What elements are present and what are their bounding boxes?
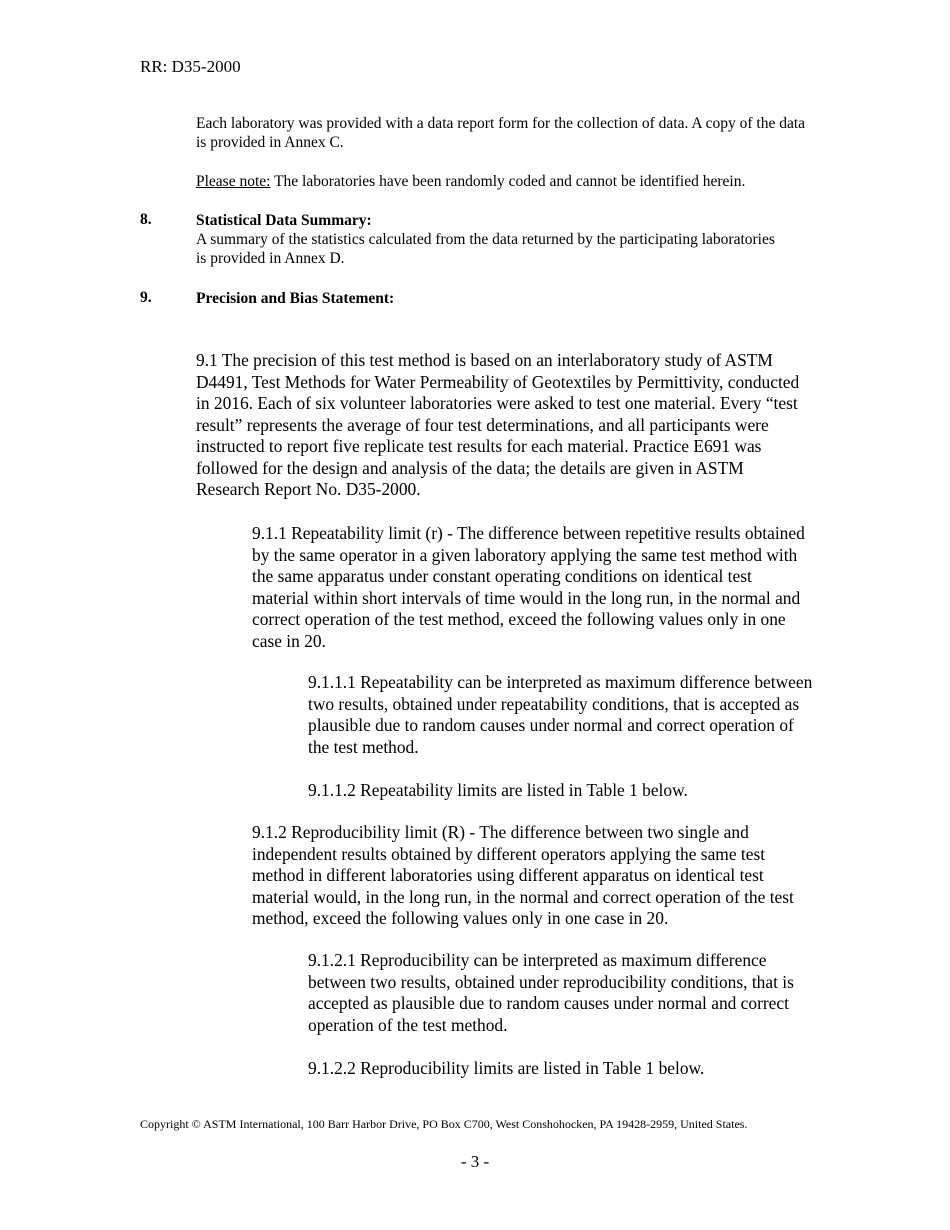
note-paragraph bbox=[196, 172, 836, 191]
section-8-block bbox=[196, 211, 776, 268]
report-header: RR: D35-2000 bbox=[140, 57, 241, 76]
note-text: The laboratories have been randomly coded and cannot be identified herein. bbox=[270, 173, 746, 190]
note-label: Please note: bbox=[196, 173, 271, 190]
paragraph-9-1-2: 9.1.2 Reproducibility limit (R) - The difference between two single and independent results obtained by different operators applying the same test method in different laboratories using different apparatus on identical test material would, in the long run, in the normal and correct operation of the test method, exceed the following values only in one case in 20. bbox=[252, 822, 794, 928]
paragraph-9-1-1: 9.1.1 Repeatability limit (r) - The difference between repetitive results obtained by the same operator in a given laboratory applying the same test method with the same apparatus under constant operating conditions on identical test material within short intervals of time would in the long run, in the normal and correct operation of the test method, exceed the following values only in one case in 20. bbox=[252, 523, 805, 651]
section-9-number: 9. bbox=[140, 289, 152, 306]
paragraph-9-1-1-2: 9.1.1.2 Repeatability limits are listed in Table 1 below. bbox=[308, 780, 688, 800]
page-number: - 3 - bbox=[460, 1152, 490, 1171]
paragraph-9-1-1-1: 9.1.1.1 Repeatability can be interpreted as maximum difference between two results, obtained under repeatability conditions, that is accepted as plausible due to random causes under normal and correct operation of the test method. bbox=[308, 672, 813, 757]
intro-paragraph: Each laboratory was provided with a data report form for the collection of data. A copy of the data is provided in Annex C. bbox=[196, 115, 806, 151]
paragraph-9-1-2-1: 9.1.2.1 Reproducibility can be interpreted as maximum difference between two results, obtained under reproducibility conditions, that is accepted as plausible due to random causes under normal and correct operation of the test method. bbox=[308, 950, 794, 1035]
section-8-number: 8. bbox=[140, 211, 152, 228]
paragraph-9-1-2-2: 9.1.2.2 Reproducibility limits are listed in Table 1 below. bbox=[308, 1058, 705, 1078]
section-9-title: Precision and Bias Statement: bbox=[196, 290, 395, 307]
copyright-footer: Copyright © ASTM International, 100 Barr Harbor Drive, PO Box C700, West Conshohocken, PA 19428-2959, United States. bbox=[140, 1117, 748, 1131]
section-8-title: Statistical Data Summary: bbox=[196, 212, 372, 229]
section-8-text: A summary of the statistics calculated from the data returned by the participating laboratories is provided in Annex D. bbox=[196, 231, 775, 267]
paragraph-9-1: 9.1 The precision of this test method is based on an interlaboratory study of ASTM D4491, Test Methods for Water Permeability of Geotextiles by Permittivity, conducted in 2016. Each of six volunteer laboratories were asked to test one material. Every “test result” represents the average of four test determinations, and all participants were instructed to report five replicate test results for each material. Practice E691 was followed for the design and analysis of the data; the details are given in ASTM Research Report No. D35-2000. bbox=[196, 350, 800, 499]
